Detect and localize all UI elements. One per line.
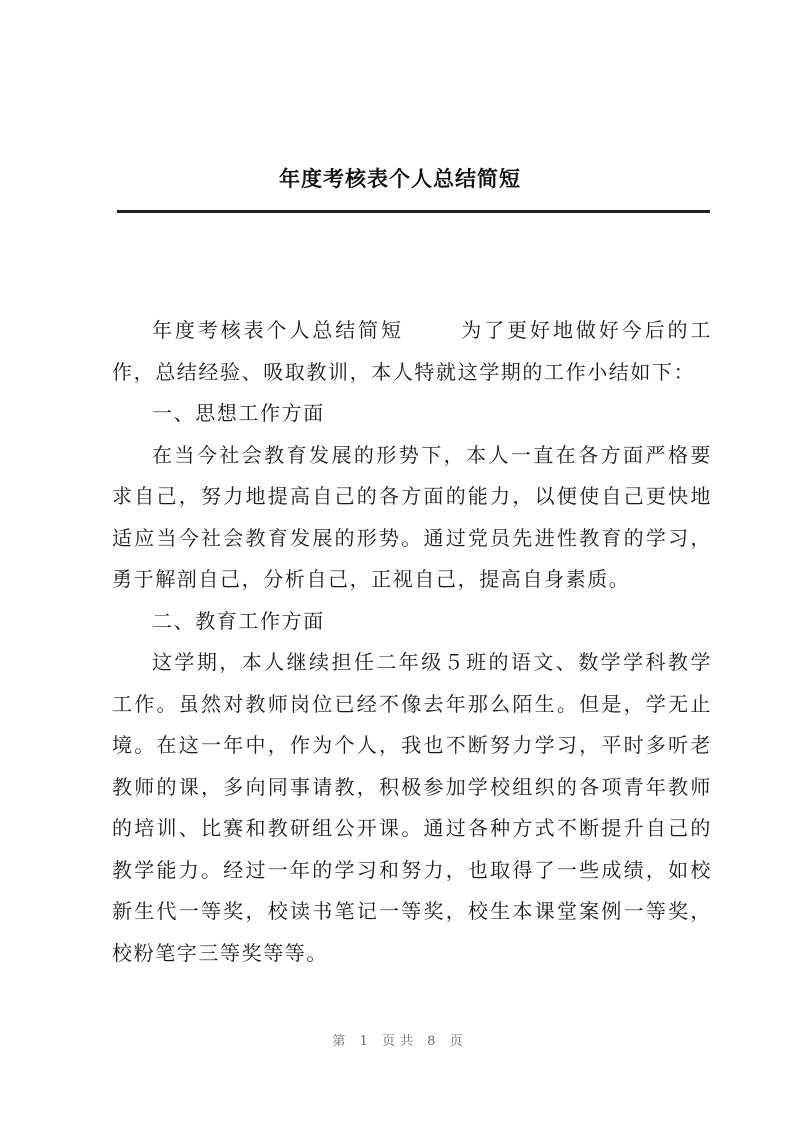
page-prefix: 第 <box>332 1034 351 1049</box>
intro-lead: 年度考核表个人总结简短 <box>152 318 404 342</box>
section-2-heading: 二、教育工作方面 <box>152 608 325 633</box>
section-1-body: 在当今社会教育发展的形势下，本人一直在各方面严格要求自己，努力地提高自己的各方面的能力，以便使自己更快地适应当今社会教育发展的形势。通过党员先进性教育的学习，勇于解剖自己，分析自己，正视自己，提高自身素质。 <box>112 442 712 591</box>
page-suffix: 页 <box>449 1034 468 1049</box>
page-total: 8 <box>427 1034 441 1049</box>
document-title: 年度考核表个人总结简短 <box>279 167 521 191</box>
page-footer <box>0 1030 800 1049</box>
document-body <box>112 310 712 974</box>
title-divider <box>117 210 710 213</box>
section-2-body: 这学期，本人继续担任二年级５班的语文、数学学科教学工作。虽然对教师岗位已经不像去年那么陌生。但是，学无止境。在这一年中，作为个人，我也不断努力学习，平时多听老教师的课，多向同事请教，积极参加学校组织的各项青年教师的培训、比赛和教研组公开课。通过各种方式不断提升自己的教学能力。经过一年的学习和努力，也取得了一些成绩，如校新生代一等奖，校读书笔记一等奖，校生本课堂案例一等奖，校粉笔字三等奖等等。 <box>112 650 712 965</box>
intro-text: 为了更好地做好今后的工作，总结经验、吸取教训，本人特就这学期的工作小结如下： <box>112 318 712 384</box>
section-1-heading: 一、思想工作方面 <box>152 401 325 425</box>
page-current: 1 <box>359 1034 373 1049</box>
page-middle: 页共 <box>381 1034 418 1049</box>
intro-paragraph <box>112 310 712 393</box>
